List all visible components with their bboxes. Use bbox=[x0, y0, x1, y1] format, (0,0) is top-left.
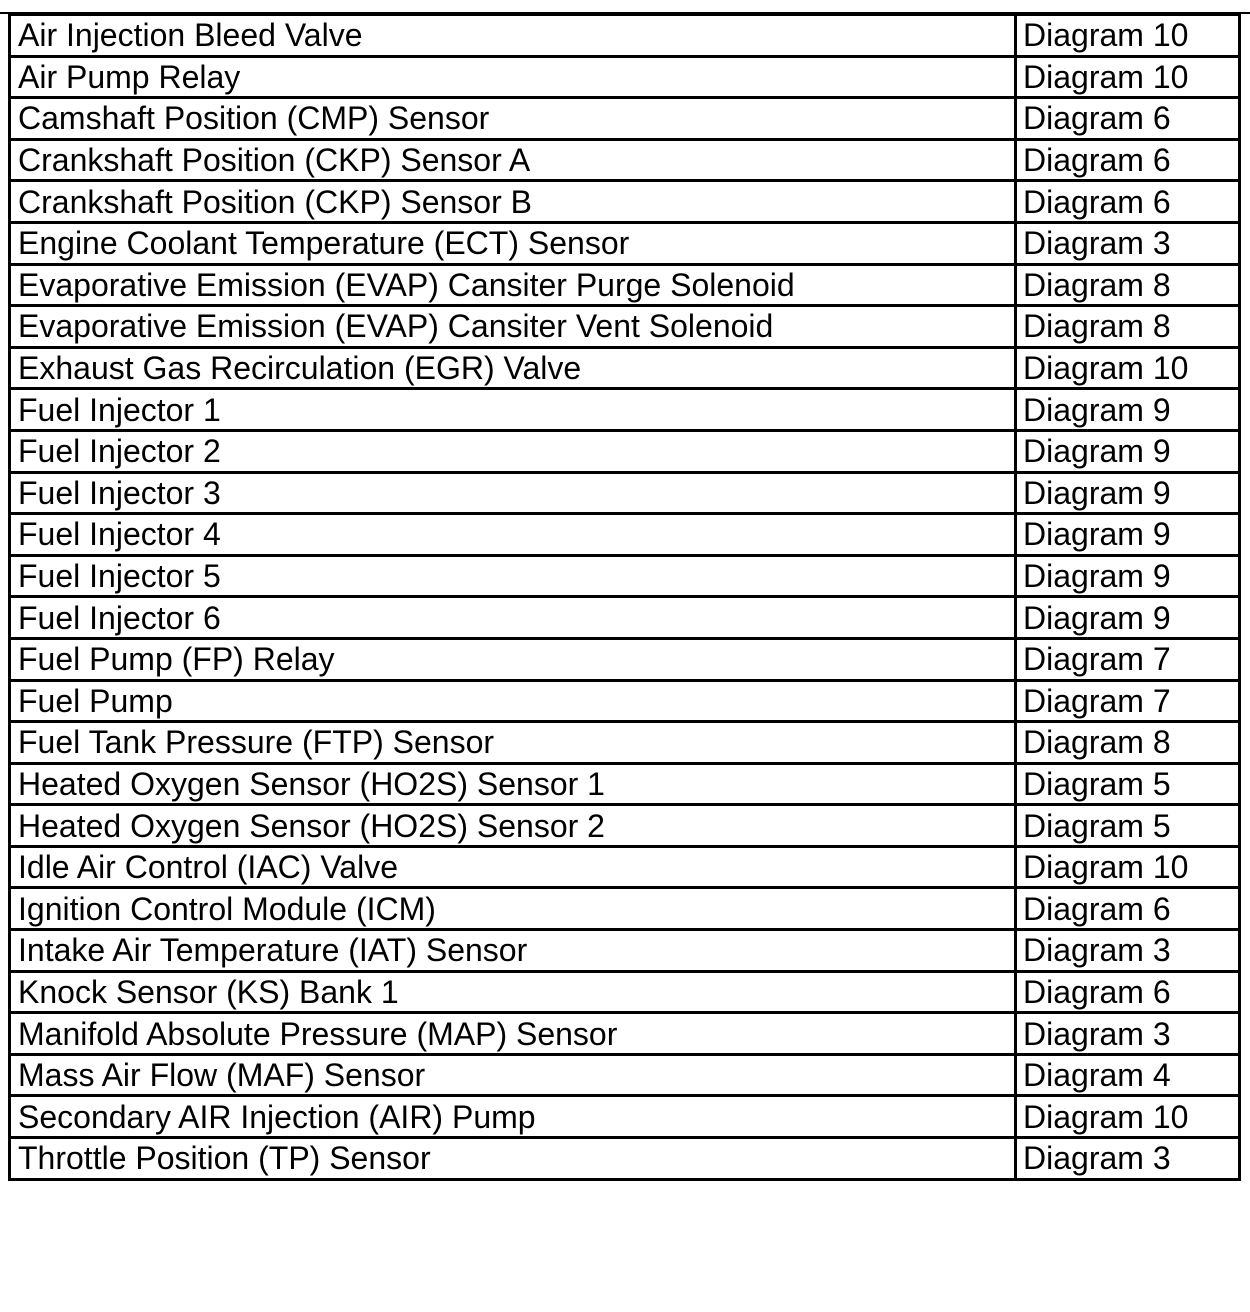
diagram-reference-cell: Diagram 9 bbox=[1016, 430, 1240, 472]
component-name-cell: Fuel Injector 5 bbox=[10, 555, 1016, 597]
table-row bbox=[10, 1013, 1240, 1055]
component-name-cell: Heated Oxygen Sensor (HO2S) Sensor 2 bbox=[10, 805, 1016, 847]
component-name-cell: Fuel Injector 6 bbox=[10, 597, 1016, 639]
diagram-reference-cell: Diagram 8 bbox=[1016, 264, 1240, 306]
component-name-cell: Secondary AIR Injection (AIR) Pump bbox=[10, 1096, 1016, 1138]
component-name-cell: Crankshaft Position (CKP) Sensor B bbox=[10, 181, 1016, 223]
diagram-reference-cell: Diagram 10 bbox=[1016, 56, 1240, 98]
component-diagram-table bbox=[8, 13, 1241, 1181]
diagram-reference-cell: Diagram 10 bbox=[1016, 15, 1240, 57]
component-name-cell: Throttle Position (TP) Sensor bbox=[10, 1138, 1016, 1180]
table-row bbox=[10, 597, 1240, 639]
table-row bbox=[10, 15, 1240, 57]
table-row bbox=[10, 1096, 1240, 1138]
component-name-cell: Fuel Tank Pressure (FTP) Sensor bbox=[10, 722, 1016, 764]
diagram-reference-cell: Diagram 5 bbox=[1016, 763, 1240, 805]
table-row bbox=[10, 306, 1240, 348]
diagram-reference-cell: Diagram 3 bbox=[1016, 222, 1240, 264]
component-name-cell: Camshaft Position (CMP) Sensor bbox=[10, 98, 1016, 140]
table-row bbox=[10, 722, 1240, 764]
component-name-cell: Knock Sensor (KS) Bank 1 bbox=[10, 971, 1016, 1013]
table-row bbox=[10, 1138, 1240, 1180]
diagram-reference-cell: Diagram 9 bbox=[1016, 555, 1240, 597]
table-row bbox=[10, 638, 1240, 680]
table-row bbox=[10, 98, 1240, 140]
table-row bbox=[10, 139, 1240, 181]
component-name-cell: Air Pump Relay bbox=[10, 56, 1016, 98]
table-row bbox=[10, 763, 1240, 805]
table-row bbox=[10, 805, 1240, 847]
table-row bbox=[10, 680, 1240, 722]
table-row bbox=[10, 930, 1240, 972]
table-row bbox=[10, 222, 1240, 264]
component-name-cell: Manifold Absolute Pressure (MAP) Sensor bbox=[10, 1013, 1016, 1055]
component-name-cell: Intake Air Temperature (IAT) Sensor bbox=[10, 930, 1016, 972]
diagram-reference-cell: Diagram 10 bbox=[1016, 347, 1240, 389]
table-row bbox=[10, 555, 1240, 597]
diagram-reference-cell: Diagram 9 bbox=[1016, 597, 1240, 639]
table-body bbox=[10, 15, 1240, 1180]
table-row bbox=[10, 472, 1240, 514]
diagram-reference-cell: Diagram 7 bbox=[1016, 680, 1240, 722]
component-name-cell: Exhaust Gas Recirculation (EGR) Valve bbox=[10, 347, 1016, 389]
diagram-reference-cell: Diagram 3 bbox=[1016, 1138, 1240, 1180]
table-row bbox=[10, 971, 1240, 1013]
diagram-reference-cell: Diagram 8 bbox=[1016, 722, 1240, 764]
diagram-reference-cell: Diagram 6 bbox=[1016, 888, 1240, 930]
table-row bbox=[10, 846, 1240, 888]
component-name-cell: Mass Air Flow (MAF) Sensor bbox=[10, 1054, 1016, 1096]
component-name-cell: Engine Coolant Temperature (ECT) Sensor bbox=[10, 222, 1016, 264]
table-row bbox=[10, 389, 1240, 431]
table-row bbox=[10, 264, 1240, 306]
component-name-cell: Air Injection Bleed Valve bbox=[10, 15, 1016, 57]
table-row bbox=[10, 347, 1240, 389]
diagram-reference-cell: Diagram 6 bbox=[1016, 181, 1240, 223]
component-name-cell: Idle Air Control (IAC) Valve bbox=[10, 846, 1016, 888]
diagram-reference-cell: Diagram 6 bbox=[1016, 98, 1240, 140]
diagram-reference-cell: Diagram 6 bbox=[1016, 971, 1240, 1013]
diagram-reference-cell: Diagram 8 bbox=[1016, 306, 1240, 348]
diagram-reference-cell: Diagram 7 bbox=[1016, 638, 1240, 680]
diagram-reference-cell: Diagram 9 bbox=[1016, 389, 1240, 431]
table-row bbox=[10, 56, 1240, 98]
diagram-reference-cell: Diagram 10 bbox=[1016, 846, 1240, 888]
component-name-cell: Crankshaft Position (CKP) Sensor A bbox=[10, 139, 1016, 181]
diagram-reference-cell: Diagram 3 bbox=[1016, 930, 1240, 972]
table-row bbox=[10, 514, 1240, 556]
component-name-cell: Fuel Injector 2 bbox=[10, 430, 1016, 472]
diagram-reference-cell: Diagram 10 bbox=[1016, 1096, 1240, 1138]
diagram-reference-cell: Diagram 9 bbox=[1016, 472, 1240, 514]
diagram-reference-cell: Diagram 3 bbox=[1016, 1013, 1240, 1055]
diagram-reference-cell: Diagram 6 bbox=[1016, 139, 1240, 181]
component-name-cell: Evaporative Emission (EVAP) Cansiter Vent Solenoid bbox=[10, 306, 1016, 348]
component-name-cell: Fuel Injector 3 bbox=[10, 472, 1016, 514]
table-row bbox=[10, 430, 1240, 472]
component-name-cell: Fuel Pump (FP) Relay bbox=[10, 638, 1016, 680]
component-name-cell: Fuel Injector 1 bbox=[10, 389, 1016, 431]
component-name-cell: Ignition Control Module (ICM) bbox=[10, 888, 1016, 930]
component-name-cell: Evaporative Emission (EVAP) Cansiter Purge Solenoid bbox=[10, 264, 1016, 306]
table-row bbox=[10, 181, 1240, 223]
table-row bbox=[10, 1054, 1240, 1096]
component-name-cell: Fuel Injector 4 bbox=[10, 514, 1016, 556]
diagram-reference-cell: Diagram 4 bbox=[1016, 1054, 1240, 1096]
component-name-cell: Heated Oxygen Sensor (HO2S) Sensor 1 bbox=[10, 763, 1016, 805]
table-row bbox=[10, 888, 1240, 930]
diagram-reference-cell: Diagram 5 bbox=[1016, 805, 1240, 847]
diagram-reference-cell: Diagram 9 bbox=[1016, 514, 1240, 556]
component-name-cell: Fuel Pump bbox=[10, 680, 1016, 722]
